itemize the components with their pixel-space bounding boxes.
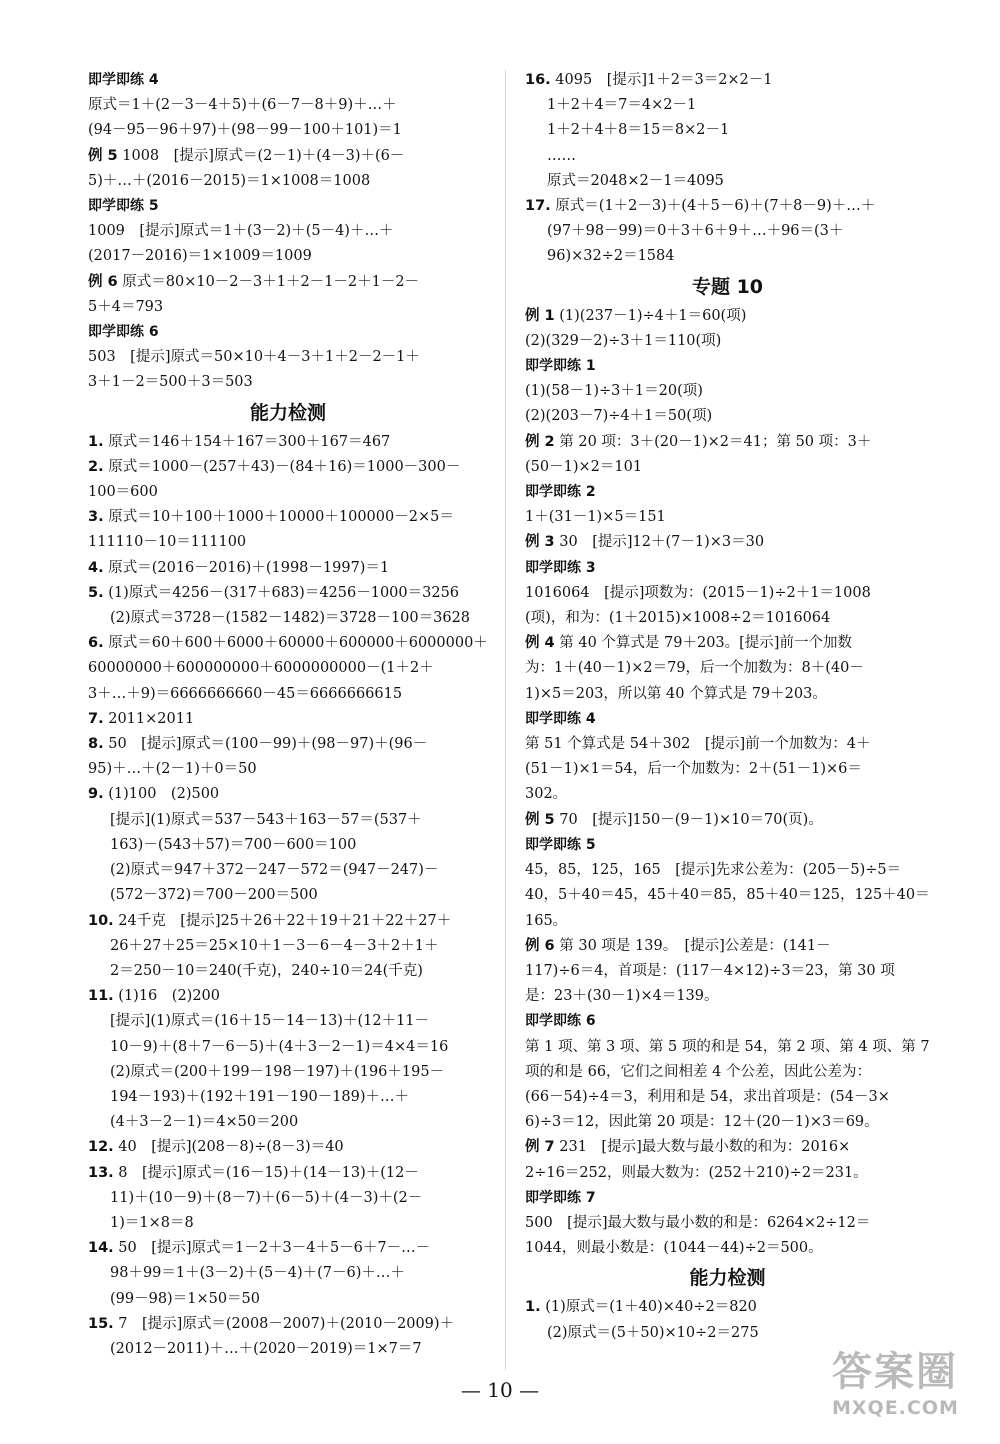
answer-line (88, 430, 488, 455)
subsection-title: 即学即练 4 (525, 710, 596, 727)
answer-line: 111110－10＝111100 (88, 534, 247, 551)
answer-line (88, 581, 488, 606)
answer-text: 70 [提示]150－(9－1)×10＝70(页)。 (559, 811, 823, 828)
item-label: 14. (88, 1240, 114, 1257)
answer-text: 4095 [提示]1＋2＝3＝2×2－1 (555, 72, 773, 88)
answer-line: (1)(58－1)÷3＋1＝20(项) (525, 383, 703, 400)
answer-text: 原式＝80×10－2－3＋1＋2－1－2＋1－2－ (122, 273, 420, 290)
answer-line (88, 144, 488, 169)
answer-line: 500 [提示]最大数与最小数的和是：6264×2÷12＝ (525, 1214, 871, 1231)
answer-line: (项)，和为：(1＋2015)×1008÷2＝1016064 (525, 610, 831, 627)
item-label: 1. (88, 433, 104, 450)
item-label: 例 4 (525, 635, 555, 652)
answer-line: 60000000＋600000000＋6000000000－(1＋2＋ (88, 660, 434, 677)
answer-line (525, 934, 930, 959)
answer-text: 第 40 个算式是 79＋203。[提示]前一个加数 (559, 635, 852, 652)
answer-line: 项的和是 66，它们之间相差 4 个公差，因此公差为： (525, 1063, 872, 1080)
item-label: 16. (525, 72, 551, 88)
item-label: 例 1 (525, 307, 555, 324)
answer-line (88, 707, 488, 732)
item-label: 例 5 (525, 811, 555, 828)
item-label: 6. (88, 635, 104, 652)
item-label: 17. (525, 198, 551, 215)
item-label: 15. (88, 1315, 114, 1332)
subsection-title: 即学即练 3 (525, 559, 596, 576)
answer-line: (66－54)÷4＝3，利用和是 54，求出首项是：(54－3× (525, 1088, 890, 1105)
answer-text: 原式＝1000－(257＋43)－(84＋16)＝1000－300－ (108, 458, 461, 475)
answer-line: 100＝600 (88, 484, 158, 501)
answer-line: 163)－(543＋57)＝700－600＝100 (110, 836, 357, 853)
answer-line: (2)原式＝3728－(1582－1482)＝3728－100＝3628 (110, 610, 471, 627)
answer-line (88, 984, 488, 1009)
answer-line (525, 68, 930, 93)
answer-line (525, 631, 930, 656)
item-label: 例 6 (525, 937, 555, 954)
subsection-title: 即学即练 1 (525, 358, 596, 375)
answer-text: 30 [提示]12＋(7－1)×3＝30 (559, 534, 765, 551)
item-label: 例 5 (88, 147, 118, 164)
item-label: 3. (88, 509, 104, 526)
answer-line: 第 51 个算式是 54＋302 [提示]前一个加数为：4＋ (525, 736, 871, 753)
item-label: 例 2 (525, 433, 555, 450)
item-label: 8. (88, 736, 104, 753)
answer-line: 1＋(31－1)×5＝151 (525, 509, 666, 526)
subsection-title: 即学即练 5 (88, 198, 159, 215)
answer-line (88, 1312, 488, 1337)
answer-line: 1＋2＋4＝7＝4×2－1 (547, 97, 697, 114)
answer-line: (94－95－96＋97)＋(98－99－100＋101)＝1 (88, 122, 402, 139)
answer-line: 1016064 [提示]项数为：(2015－1)÷2＋1＝1008 (525, 584, 871, 601)
answer-line: 26＋27＋25＝25×10＋1－3－6－4－3＋2＋1＋ (110, 937, 439, 954)
item-label: 9. (88, 786, 104, 803)
page-number: — 10 — (460, 1378, 540, 1402)
item-label: 例 6 (88, 273, 118, 290)
answer-line (88, 505, 488, 530)
answer-line (88, 556, 488, 581)
answer-text: (1)原式＝(1＋40)×40÷2＝820 (545, 1299, 757, 1316)
answer-text: (1)(237－1)÷4＋1＝60(项) (559, 307, 747, 324)
answer-line (525, 1295, 930, 1320)
answer-line: 95)＋…＋(2－1)＋0＝50 (88, 761, 257, 778)
subsection-title: 即学即练 6 (525, 1013, 596, 1030)
answer-line: 11)＋(10－9)＋(8－7)＋(6－5)＋(4－3)＋(2－ (110, 1189, 423, 1206)
answer-line: (2017－2016)＝1×1009＝1009 (88, 248, 312, 265)
answer-line: 原式＝1＋(2－3－4＋5)＋(6－7－8＋9)＋…＋ (88, 97, 397, 114)
answer-text: 231 [提示]最大数与最小数的和为：2016× (559, 1139, 851, 1156)
answer-line: 1)＝1×8＝8 (110, 1214, 194, 1231)
subsection-title: 即学即练 6 (88, 324, 159, 341)
answer-line: 第 1 项、第 3 项、第 5 项的和是 54，第 2 项、第 4 项、第 7 (525, 1038, 930, 1055)
answer-line: 40，5＋40＝45，45＋40＝85，85＋40＝125，125＋40＝ (525, 887, 930, 904)
answer-line (88, 909, 488, 934)
answer-line: (2)(329－2)÷3＋1＝110(项) (525, 332, 722, 349)
answer-line (88, 1135, 488, 1160)
answer-line: 1044，则最小数是：(1044－44)÷2＝500。 (525, 1240, 823, 1257)
answer-line: …… (547, 147, 576, 164)
answer-text: (1)原式＝4256－(317＋683)＝4256－1000＝3256 (108, 584, 460, 601)
item-label: 10. (88, 912, 114, 929)
answer-line: (4＋3－2－1)＝4×50＝200 (110, 1114, 299, 1131)
answer-text: 第 30 项是 139。 [提示]公差是：(141－ (559, 937, 831, 954)
item-label: 4. (88, 559, 104, 576)
watermark (832, 1340, 982, 1430)
answer-line (525, 1135, 930, 1160)
item-label: 13. (88, 1164, 114, 1181)
answer-line (525, 194, 930, 219)
answer-line: 6)÷3＝12，因此第 20 项是：12＋(20－1)×3＝69。 (525, 1114, 879, 1131)
answer-text: 原式＝(2016－2016)＋(1998－1997)＝1 (108, 559, 390, 576)
left-column (88, 68, 488, 1362)
subsection-title: 即学即练 7 (525, 1189, 596, 1206)
answer-text: 50 [提示]原式＝1－2＋3－4＋5－6＋7－…－ (118, 1240, 431, 1257)
answer-text: 1008 [提示]原式＝(2－1)＋(4－3)＋(6－ (122, 147, 405, 164)
item-label: 11. (88, 988, 114, 1005)
answer-line: 为：1＋(40－1)×2＝79，后一个加数为：8＋(40－ (525, 660, 864, 677)
answer-line: (99－98)＝1×50＝50 (110, 1290, 260, 1307)
answer-line: 45，85，125，165 [提示]先求公差为：(205－5)÷5＝ (525, 862, 902, 879)
answer-text: (1)16 (2)200 (118, 988, 221, 1005)
answer-line: [提示](1)原式＝537－543＋163－57＝(537＋ (110, 811, 422, 828)
section-heading: 能力检测 (689, 1267, 766, 1290)
answer-line (525, 430, 930, 455)
answer-line (88, 631, 488, 656)
answer-line: 117)÷6＝4，首项是：(117－4×12)÷3＝23，第 30 项 (525, 962, 895, 979)
answer-line: 194－193)＋(192＋191－190－189)＋…＋ (110, 1088, 410, 1105)
answer-text: 2011×2011 (108, 710, 195, 727)
column-divider (505, 70, 506, 1370)
answer-line: 3＋…＋9)＝6666666660－45＝6666666615 (88, 685, 403, 702)
section-heading: 专题 10 (691, 275, 764, 298)
item-label: 2. (88, 458, 104, 475)
answer-text: 8 [提示]原式＝(16－15)＋(14－13)＋(12－ (118, 1164, 419, 1181)
answer-line: 98＋99＝1＋(3－2)＋(5－4)＋(7－6)＋…＋ (110, 1265, 405, 1282)
subsection-title: 即学即练 5 (525, 836, 596, 853)
answer-text: 24千克 [提示]25＋26＋22＋19＋21＋22＋27＋ (118, 912, 452, 929)
watermark-logo: 答案圈 (832, 1349, 958, 1395)
right-column (525, 68, 930, 1346)
answer-line (88, 455, 488, 480)
answer-line: 是：23＋(30－1)×4＝139。 (525, 988, 719, 1005)
answer-line: (97＋98－99)＝0＋3＋6＋9＋…＋96＝(3＋ (547, 223, 844, 240)
answer-line: 10－9)＋(8＋7－6－5)＋(4＋3－2－1)＝4×4＝16 (110, 1038, 449, 1055)
answer-line: 1＋2＋4＋8＝15＝8×2－1 (547, 122, 730, 139)
answer-line: 3＋1－2＝500＋3＝503 (88, 374, 253, 391)
answer-line: 165。 (525, 912, 568, 929)
item-label: 例 7 (525, 1139, 555, 1156)
answer-line: (2)原式＝(5＋50)×10÷2＝275 (547, 1324, 759, 1341)
answer-text: 40 [提示](208－8)÷(8－3)＝40 (118, 1139, 344, 1156)
answer-line (525, 530, 930, 555)
answer-line: 2÷16＝252，则最大数为：(252＋210)÷2＝231。 (525, 1164, 868, 1181)
item-label: 5. (88, 584, 104, 601)
answer-text: 第 20 项：3＋(20－1)×2＝41；第 50 项：3＋ (559, 433, 872, 450)
subsection-title: 即学即练 2 (525, 484, 596, 501)
answer-line (88, 270, 488, 295)
answer-line: 1)×5＝203，所以第 40 个算式是 79＋203。 (525, 685, 827, 702)
answer-line: [提示](1)原式＝(16＋15－14－13)＋(12＋11－ (110, 1013, 430, 1030)
item-label: 12. (88, 1139, 114, 1156)
answer-line: 2＝250－10＝240(千克)，240÷10＝24(千克) (110, 962, 423, 979)
section-heading: 能力检测 (249, 401, 326, 424)
answer-line: 302。 (525, 786, 568, 803)
answer-line (525, 304, 930, 329)
item-label: 7. (88, 710, 104, 727)
answer-text: 50 [提示]原式＝(100－99)＋(98－97)＋(96－ (108, 736, 428, 753)
answer-line (88, 782, 488, 807)
answer-line: (2)(203－7)÷4＋1＝50(项) (525, 408, 713, 425)
answer-text: 7 [提示]原式＝(2008－2007)＋(2010－2009)＋ (118, 1315, 455, 1332)
answer-line: (2012－2011)＋…＋(2020－2019)＝1×7＝7 (110, 1340, 422, 1357)
answer-line: (2)原式＝947＋372－247－572＝(947－247)－ (110, 862, 439, 879)
answer-line: 原式＝2048×2－1＝4095 (547, 172, 724, 189)
answer-text: 原式＝146＋154＋167＝300＋167＝467 (108, 433, 391, 450)
answer-line: 5＋4＝793 (88, 298, 164, 315)
item-label: 1. (525, 1299, 541, 1316)
answer-line: (2)原式＝(200＋199－198－197)＋(196＋195－ (110, 1063, 445, 1080)
answer-line (88, 1161, 488, 1186)
answer-line: 96)×32÷2＝1584 (547, 248, 675, 265)
answer-line (525, 808, 930, 833)
answer-line: (50－1)×2＝101 (525, 458, 643, 475)
subsection-title: 即学即练 4 (88, 72, 159, 88)
answer-text: 原式＝10＋100＋1000＋10000＋100000－2×5＝ (108, 509, 454, 526)
answer-line: 1009 [提示]原式＝1＋(3－2)＋(5－4)＋…＋ (88, 223, 394, 240)
answer-line: (51－1)×1＝54，后一个加数为：2＋(51－1)×6＝ (525, 761, 862, 778)
answer-line: 503 [提示]原式＝50×10＋4－3＋1＋2－2－1＋ (88, 349, 420, 366)
answer-line: 5)＋…＋(2016－2015)＝1×1008＝1008 (88, 172, 371, 189)
answer-text: (1)100 (2)500 (108, 786, 220, 803)
item-label: 例 3 (525, 534, 555, 551)
answer-text: 原式＝60＋600＋6000＋60000＋600000＋6000000＋ (108, 635, 488, 652)
answer-line: (572－372)＝700－200＝500 (110, 887, 318, 904)
answer-line (88, 1236, 488, 1261)
answer-line (88, 732, 488, 757)
watermark-url: MXQE.COM (832, 1397, 959, 1419)
answer-text: 原式＝(1＋2－3)＋(4＋5－6)＋(7＋8－9)＋…＋ (555, 198, 876, 215)
